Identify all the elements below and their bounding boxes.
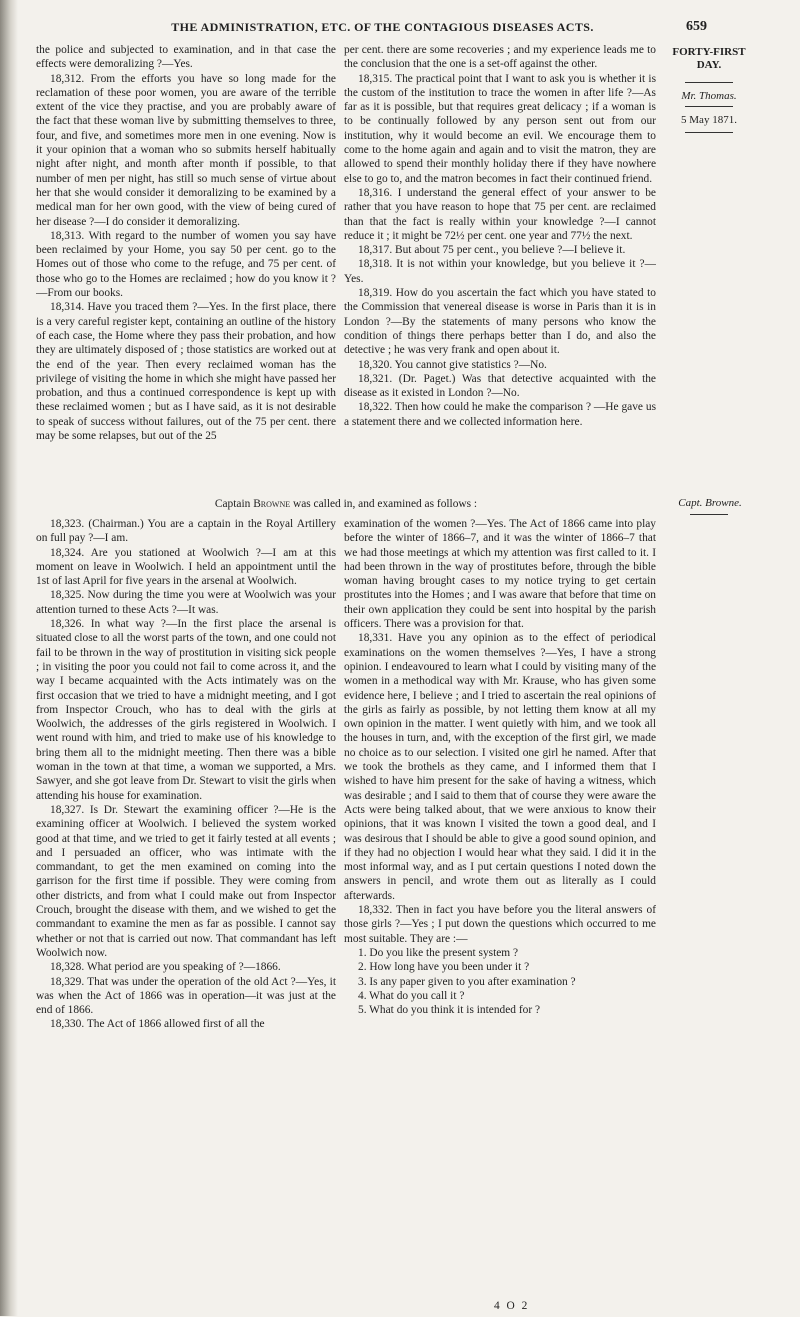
- binding-edge-shadow: [0, 0, 18, 1316]
- question-item: 2. How long have you been under it ?: [358, 961, 530, 974]
- column-bottom-left: [36, 517, 336, 1257]
- question-item: 4. What do you call it ?: [358, 989, 465, 1002]
- margin-rule: [690, 514, 728, 515]
- margin-rule: [685, 106, 733, 107]
- paragraph: 18,313. With regard to the number of women you say have been reclaimed by your Home, you say 50 per cent. go to the Homes out of those who come to the refuge, and 75 per cent. of those who go to the Homes are reclaimed ; how do you know it ?—From our books.: [36, 229, 336, 300]
- question-item: 1. Do you like the present system ?: [358, 946, 519, 959]
- paragraph: 18,316. I understand the general effect of your answer to be rather that you have reason to hope that 75 per cent. are reclaimed than that the fact is really within your knowledge ?—I cannot reduce it ; it might be 72½ per cent. one year and 77½ the next.: [344, 186, 656, 242]
- margin-day-label: FORTY-FIRST DAY.: [672, 46, 746, 71]
- paragraph: the police and subjected to examination, and in that case the effects were demoralizing ?—Yes.: [36, 44, 336, 71]
- paragraph: 18,331. Have you any opinion as to the effect of periodical examinations on the women themselves ?—Yes, I have a strong opinion. I endeavoured to learn what I could by visiting many of the women in a methodical way with Mr. Krause, who has given some evidence here, I believe ; and I tried to ascertain the real opinions of the girls as fairly as possible, by not letting them know at all my own opinion in the matter. I went quietly with him, and we took all the houses in turn, and, with the exception of the first girl, we made no choice as to our selection. I visited one girl he named. After that we took the brothels as they came, and I informed them that I wished to have him present for the sake of having a witness, which was desirable ; and I said to them that of course they were aware the Acts were being talked about, that we were anxious to know their opinions, that it was known I visited the town a good deal, and I was desirous that I should be able to give a good sound opinion, and if they had no objection I would hear what they said. I did it in the most informal way, and as I put certain questions I noted down the answers in pencil, and wrote them out as literally as I could afterwards.: [344, 632, 656, 902]
- paragraph: 18,330. The Act of 1866 allowed first of all the: [50, 1018, 265, 1031]
- paragraph: 18,327. Is Dr. Stewart the examining officer ?—He is the examining officer at Woolwich. I believed the system worked good at that time, and we tried to get it fairly tested at all events ; and I persuaded an officer, who was intimate with the commandant, to get the men examined on coming into the garrison for the first time if possible. They were coming from other districts, and from what I could make out from Inspector Crouch, brought the disease with them, and we wished to get the commandant to examine the men as far as possible. I cannot say whether or not that is carried out now. That commandant has left Woolwich now.: [36, 803, 336, 959]
- paragraph: 18,328. What period are you speaking of ?—1866.: [50, 961, 281, 974]
- paragraph: 18,318. It is not within your knowledge, but you believe it ?—Yes.: [344, 258, 656, 285]
- paragraph: 18,322. Then how could he make the comparison ? —He gave us a statement there and we collected information here.: [344, 401, 656, 428]
- column-top-right: [344, 43, 656, 488]
- signature-mark: 4 O 2: [494, 1300, 530, 1312]
- witness-heading: [36, 497, 656, 511]
- column-top-left: [36, 43, 336, 488]
- paragraph: 18,323. (Chairman.) You are a captain in the Royal Artillery on full pay ?—I am.: [36, 518, 336, 545]
- paragraph: 18,317. But about 75 per cent., you believe ?—I believe it.: [358, 244, 626, 257]
- paragraph: 18,314. Have you traced them ?—Yes. In the first place, there is a very careful register kept, containing an outline of the history of each case, the Home where they pass their probation, and how they are ultimately disposed of ; those statistics are worked out at the end of the year. Then every reclaimed woman has the privilege of visiting the home in which she might have passed her probation, and thus a continued correspondence is kept up with these reclaimed women ; but as I have said, as it is not desirable to speak of success without failures, out of the 75 per cent. there may be some relapses, but out of the 25: [36, 301, 336, 443]
- paragraph: per cent. there are some recoveries ; and my experience leads me to the conclusion that the one is a set-off against the other.: [344, 44, 656, 71]
- paragraph: 18,326. In what way ?—In the first place the arsenal is situated close to all the worst parts of the town, and one could not fail to be thrown in the way of prostitution in visiting sick people ; in visiting the poor you could not fail to come across it, and the way I became acquainted with the Acts intimately was on the first occasion that we tried to have a midnight meeting, and I got from Inspector Crouch, who has to deal with the girls at Woolwich, the addresses of the girls registered in Woolwich. I went round with him, and tried to make use of his knowledge to bring them all to the midnight meeting. Then there was a bible woman in the town at that time, a woman we supported, a Mrs. Sawyer, and she got leave from Dr. Stewart to visit the girls when attending his house for examination.: [36, 618, 336, 802]
- question-item: 3. Is any paper given to you after examination ?: [358, 975, 576, 988]
- running-head: THE ADMINISTRATION, ETC. OF THE CONTAGIOUS DISEASES ACTS.: [171, 20, 594, 34]
- paragraph: 18,312. From the efforts you have so long made for the reclamation of these poor women, you are aware of the terrible extent of the vice they practise, and you are probably aware of the fact that these woman live by submitting themselves to three, four, and five, and sometimes more men in one evening. Now is it your opinion that a woman who so submits herself habitually night after night, and month after month if possible, to that number of men per night, has still so much sense of virtue about her that she would consider it demoralizing to be examined by a medical man for her own good, with the view of being cured of her disease ?—I do consider it demoralizing.: [36, 72, 336, 228]
- witness-surname: Browne: [253, 498, 291, 510]
- margin-witness-name: Capt. Browne.: [678, 497, 742, 509]
- paragraph: examination of the women ?—Yes. The Act of 1866 came into play before the winter of 1866–7, and it was the winter of 1866–7 that we had those meetings at which my attention was first called to it. I had been thrown in the way of prostitutes before, through the bible woman having brought cases to my notice trying to get certain prostitutes into the Homes ; and I was aware that before that time on their own application they could be sent into hospital by the parish officers. There was a provision for that.: [344, 518, 656, 631]
- page-number: 659: [686, 19, 707, 34]
- margin-rule: [685, 132, 733, 133]
- margin-witness-name: Mr. Thomas.: [681, 90, 737, 102]
- witness-title: Captain: [214, 498, 251, 510]
- question-item: 5. What do you think it is intended for ?: [358, 1004, 541, 1017]
- paragraph: 18,321. (Dr. Paget.) Was that detective acquainted with the disease as it existed in London ?—No.: [344, 372, 656, 400]
- question-list: [344, 946, 656, 1017]
- witness-intro: was called in, and examined as follows :: [292, 498, 478, 510]
- paragraph: 18,332. Then in fact you have before you the literal answers of those girls ?—Yes ; I put down the questions which occurred to me most suitable. They are :—: [344, 904, 656, 945]
- margin-date: 5 May 1871.: [681, 114, 737, 126]
- paragraph: 18,324. Are you stationed at Woolwich ?—I am at this moment on leave in Woolwich. I held an appointment until the 1st of last April for five years in the arsenal at Woolwich.: [36, 546, 336, 588]
- paragraph: 18,319. How do you ascertain the fact which you have stated to the Commission that venereal disease is worse in Paris than it is in London ?—By the statements of many persons who know the condition of things there perhaps better than I do, and also the detective ; he was very frank and open about it.: [344, 287, 656, 357]
- paragraph: 18,325. Now during the time you were at Woolwich was your attention turned to these Acts ?—It was.: [36, 589, 336, 616]
- paragraph: 18,320. You cannot give statistics ?—No.: [358, 358, 547, 371]
- paragraph: 18,315. The practical point that I want to ask you is whether it is the custom of the institution to trace the women in after life ?—As far as it is possible, but that requires great delicacy ; if a woman is to be continually followed by any person sent out from our institution, why it would become an evil. We encourage them to come to the home again and again and to visit the matron, they are allowed to spend their monthly holiday there if they have nowhere else to go to, and the matron becomes in fact their continued friend.: [344, 72, 656, 185]
- paragraph: 18,329. That was under the operation of the old Act ?—Yes, it was when the Act of 1866 was in operation—it was just at the end of 1866.: [36, 975, 336, 1017]
- margin-rule: [685, 82, 733, 83]
- column-bottom-right: [344, 517, 656, 1317]
